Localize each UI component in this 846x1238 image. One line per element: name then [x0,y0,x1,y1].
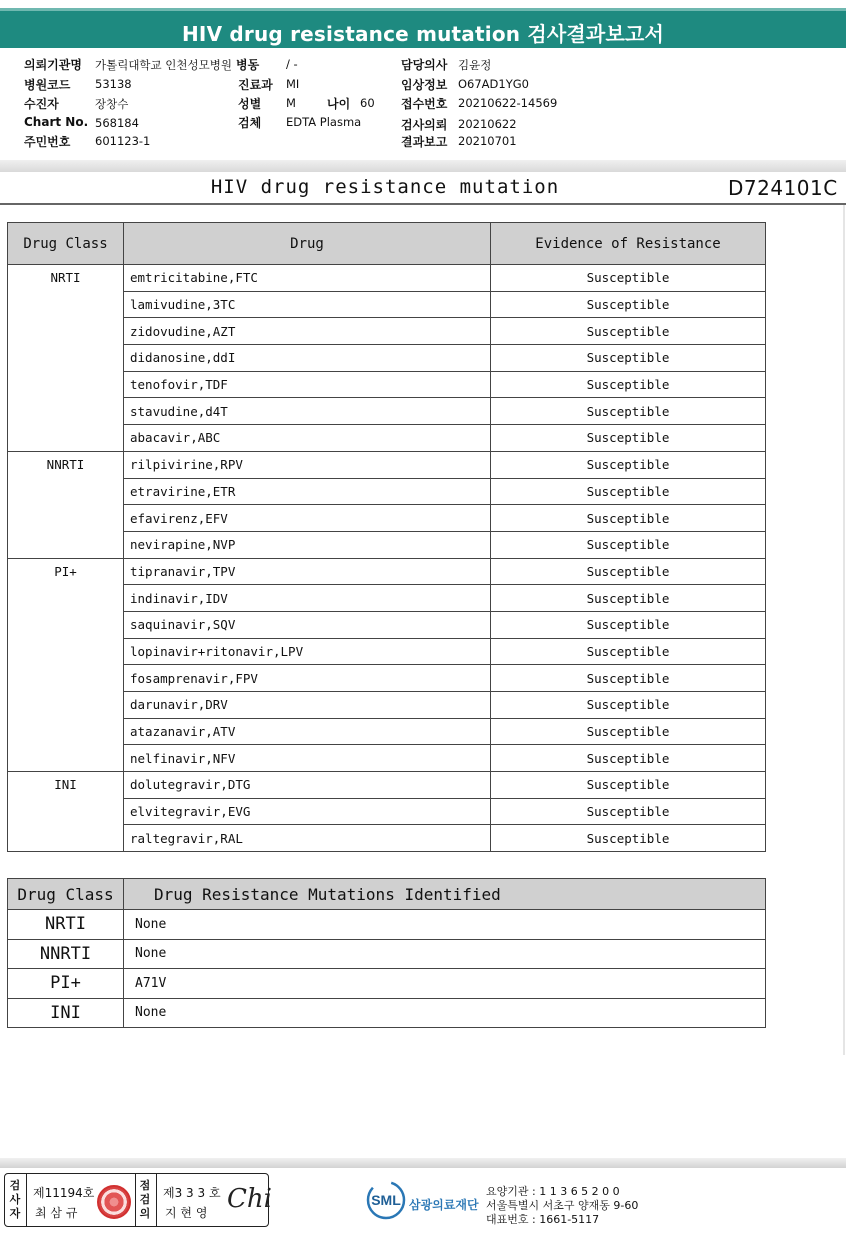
mutation-table [7,878,766,1028]
divider [26,1174,27,1226]
evidence-cell: Susceptible [491,478,766,505]
chart-no-label: Chart No. [24,115,89,129]
resistance-table [7,222,766,852]
request-date-label: 검사의뢰 [401,118,448,132]
org-code-line: 요양기관 : 1 1 3 6 5 2 0 0 [486,1185,620,1198]
mutation-cell: None [124,998,766,1028]
sml-logo-text: SML [371,1192,401,1208]
column-header-evidence: Evidence of Resistance [491,223,766,265]
drug-cell: tipranavir,TPV [124,558,491,585]
drug-cell: saquinavir,SQV [124,611,491,638]
department-label: 진료과 [238,78,273,92]
patient-name-label: 수진자 [24,97,59,111]
specimen-label: 검체 [238,116,262,130]
drug-class-cell: INI [8,998,124,1028]
sml-logo-icon [366,1180,406,1220]
drug-class-cell: NRTI [8,910,124,940]
examiner-license: 제11194호 [33,1186,95,1200]
drug-cell: nelfinavir,NFV [124,745,491,772]
drug-class-cell: PI+ [8,558,124,772]
divider [156,1174,157,1226]
resident-no-value: 601123-1 [95,134,151,148]
specimen-value: EDTA Plasma [286,115,362,129]
sex-value: M [286,96,296,110]
resident-no-label: 주민번호 [24,135,71,149]
department-value: MI [286,77,300,91]
evidence-cell: Susceptible [491,772,766,799]
drug-cell: zidovudine,AZT [124,318,491,345]
receipt-no-label: 접수번호 [401,97,448,111]
evidence-cell: Susceptible [491,585,766,612]
drug-cell: dolutegravir,DTG [124,772,491,799]
table-row [8,969,766,999]
reviewer-license: 제3 3 3 호 [163,1186,221,1200]
evidence-cell: Susceptible [491,798,766,825]
evidence-cell: Susceptible [491,692,766,719]
table-row [8,558,766,585]
drug-cell: lamivudine,3TC [124,291,491,318]
drug-class-cell: INI [8,772,124,852]
ward-value: / - [286,57,298,71]
report-date-value: 20210701 [458,134,517,148]
table-row [8,451,766,478]
table-row [8,910,766,940]
test-title: HIV drug resistance mutation [210,176,560,198]
column-header-mutations: Drug Resistance Mutations Identified [124,879,766,910]
drug-cell: indinavir,IDV [124,585,491,612]
physician-value: 김윤정 [458,58,492,72]
drug-cell: emtricitabine,FTC [124,265,491,292]
drug-class-cell: NNRTI [8,939,124,969]
age-value: 60 [360,96,375,110]
page-edge-rule [843,205,845,1055]
drug-class-cell: NNRTI [8,451,124,558]
reviewer-name: 지 현 영 [165,1206,208,1220]
ward-label: 병동 [236,58,260,72]
org-address-line: 서울특별시 서초구 양재동 9-60 [486,1199,639,1212]
drug-cell: fosamprenavir,FPV [124,665,491,692]
hospital-code-label: 병원코드 [24,78,71,92]
request-date-value: 20210622 [458,117,517,131]
evidence-cell: Susceptible [491,745,766,772]
clinical-info-value: O67AD1YG0 [458,77,529,91]
table-row [8,772,766,799]
org-name: 삼광의료재단 [409,1198,479,1212]
physician-label: 담당의사 [401,58,448,72]
table-row [8,998,766,1028]
drug-cell: elvitegravir,EVG [124,798,491,825]
mutation-cell: A71V [124,969,766,999]
evidence-cell: Susceptible [491,825,766,852]
table-header-row [8,879,766,910]
evidence-cell: Susceptible [491,265,766,292]
section-rule [0,203,846,205]
evidence-cell: Susceptible [491,638,766,665]
table-row [8,939,766,969]
drug-cell: tenofovir,TDF [124,371,491,398]
evidence-cell: Susceptible [491,345,766,372]
drug-cell: atazanavir,ATV [124,718,491,745]
org-phone-line: 대표번호 : 1661-5117 [486,1213,600,1226]
report-title-bar [0,8,846,48]
footer-divider [0,1158,846,1168]
drug-class-cell: PI+ [8,969,124,999]
section-divider [0,160,846,172]
evidence-cell: Susceptible [491,451,766,478]
evidence-cell: Susceptible [491,718,766,745]
evidence-cell: Susceptible [491,291,766,318]
evidence-cell: Susceptible [491,558,766,585]
hospital-code-value: 53138 [95,77,132,91]
table-row [8,265,766,292]
drug-cell: raltegravir,RAL [124,825,491,852]
test-code: D724101C [728,176,838,200]
evidence-cell: Susceptible [491,371,766,398]
hospital-label: 의뢰기관명 [24,58,82,72]
column-header-drug-class: Drug Class [8,223,124,265]
drug-cell: etravirine,ETR [124,478,491,505]
clinical-info-label: 임상정보 [401,78,448,92]
age-label: 나이 [327,97,351,111]
drug-cell: nevirapine,NVP [124,531,491,558]
evidence-cell: Susceptible [491,611,766,638]
table-header-row [8,223,766,265]
evidence-cell: Susceptible [491,531,766,558]
sex-label: 성별 [238,97,262,111]
signature-image: Chi [227,1184,272,1214]
drug-cell: efavirenz,EFV [124,505,491,532]
drug-cell: lopinavir+ritonavir,LPV [124,638,491,665]
report-date-label: 결과보고 [401,135,448,149]
drug-cell: darunavir,DRV [124,692,491,719]
reviewer-label: 점 검 의 [139,1179,151,1220]
evidence-cell: Susceptible [491,398,766,425]
chart-no-value: 568184 [95,116,139,130]
patient-name-value: 장창수 [95,97,129,111]
official-seal-icon [97,1185,131,1219]
column-header-drug: Drug [124,223,491,265]
mutation-cell: None [124,910,766,940]
evidence-cell: Susceptible [491,505,766,532]
evidence-cell: Susceptible [491,318,766,345]
evidence-cell: Susceptible [491,425,766,452]
drug-cell: stavudine,d4T [124,398,491,425]
examiner-label: 검 사 자 [9,1179,21,1220]
hospital-value: 가톨릭대학교 인천성모병원 [95,58,232,72]
drug-class-cell: NRTI [8,265,124,452]
examiner-name: 최 삼 규 [35,1206,78,1220]
mutation-cell: None [124,939,766,969]
drug-cell: didanosine,ddI [124,345,491,372]
divider [135,1174,136,1226]
report-title: HIV drug resistance mutation 검사결과보고서 [181,22,665,46]
receipt-no-value: 20210622-14569 [458,96,558,110]
column-header-drug-class: Drug Class [8,879,124,910]
drug-cell: abacavir,ABC [124,425,491,452]
drug-cell: rilpivirine,RPV [124,451,491,478]
evidence-cell: Susceptible [491,665,766,692]
signature-box [4,1173,272,1227]
